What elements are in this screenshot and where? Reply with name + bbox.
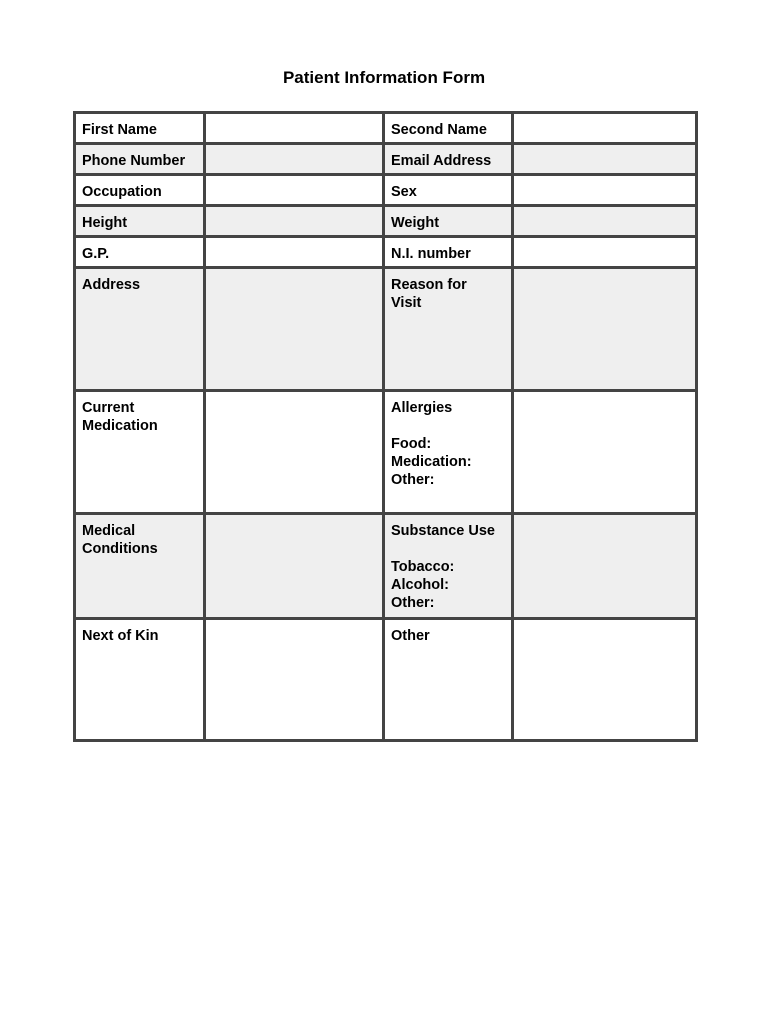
email-address-field[interactable] [513, 144, 697, 175]
substance-use-field[interactable] [513, 514, 697, 619]
form-row-body [75, 206, 697, 237]
substance-use-heading: Substance Use [391, 523, 495, 539]
allergies-medication-label: Medication: [391, 454, 472, 470]
form-title: Patient Information Form [282, 68, 486, 87]
second-name-field[interactable] [513, 113, 697, 144]
weight-field[interactable] [513, 206, 697, 237]
ni-number-field[interactable] [513, 237, 697, 268]
address-field[interactable] [205, 268, 384, 391]
form-row-address [75, 268, 697, 391]
current-medication-label-line-1: Current [82, 400, 135, 416]
gp-field[interactable] [205, 237, 384, 268]
form-row-contact [75, 144, 697, 175]
address-label: Address [75, 268, 205, 391]
reason-for-visit-label-line-2: Visit [391, 295, 422, 311]
weight-label: Weight [384, 206, 513, 237]
occupation-field[interactable] [205, 175, 384, 206]
phone-number-label: Phone Number [75, 144, 205, 175]
current-medication-field[interactable] [205, 391, 384, 514]
medical-conditions-field[interactable] [205, 514, 384, 619]
allergies-food-label: Food: [391, 436, 432, 452]
occupation-label: Occupation [75, 175, 205, 206]
form-row-medication [75, 391, 697, 514]
medical-conditions-label-line-1: Medical [82, 523, 136, 539]
first-name-field[interactable] [205, 113, 384, 144]
gp-label: G.P. [75, 237, 205, 268]
medical-conditions-label-line-2: Conditions [82, 541, 158, 557]
current-medication-label [75, 391, 205, 514]
substance-use-label [384, 514, 513, 619]
phone-number-field[interactable] [205, 144, 384, 175]
substance-alcohol-label: Alcohol: [391, 577, 449, 593]
next-of-kin-field[interactable] [205, 619, 384, 741]
height-field[interactable] [205, 206, 384, 237]
form-row-occupation [75, 175, 697, 206]
current-medication-label-line-2: Medication [82, 418, 158, 434]
form-row-gp [75, 237, 697, 268]
reason-for-visit-field[interactable] [513, 268, 697, 391]
allergies-heading: Allergies [391, 400, 453, 416]
reason-for-visit-label-line-1: Reason for [391, 277, 467, 293]
height-label: Height [75, 206, 205, 237]
substance-other-label: Other: [391, 595, 435, 611]
next-of-kin-label: Next of Kin [75, 619, 205, 741]
form-row-name [75, 113, 697, 144]
form-row-conditions [75, 514, 697, 619]
email-address-label: Email Address [384, 144, 513, 175]
ni-number-label: N.I. number [384, 237, 513, 268]
reason-for-visit-label [384, 268, 513, 391]
patient-form-table [73, 111, 698, 742]
allergies-field[interactable] [513, 391, 697, 514]
sex-field[interactable] [513, 175, 697, 206]
second-name-label: Second Name [384, 113, 513, 144]
other-field[interactable] [513, 619, 697, 741]
medical-conditions-label [75, 514, 205, 619]
sex-label: Sex [384, 175, 513, 206]
substance-tobacco-label: Tobacco: [391, 559, 455, 575]
first-name-label: First Name [75, 113, 205, 144]
allergies-label [384, 391, 513, 514]
allergies-other-label: Other: [391, 472, 435, 488]
form-row-kin [75, 619, 697, 741]
other-label: Other [384, 619, 513, 741]
